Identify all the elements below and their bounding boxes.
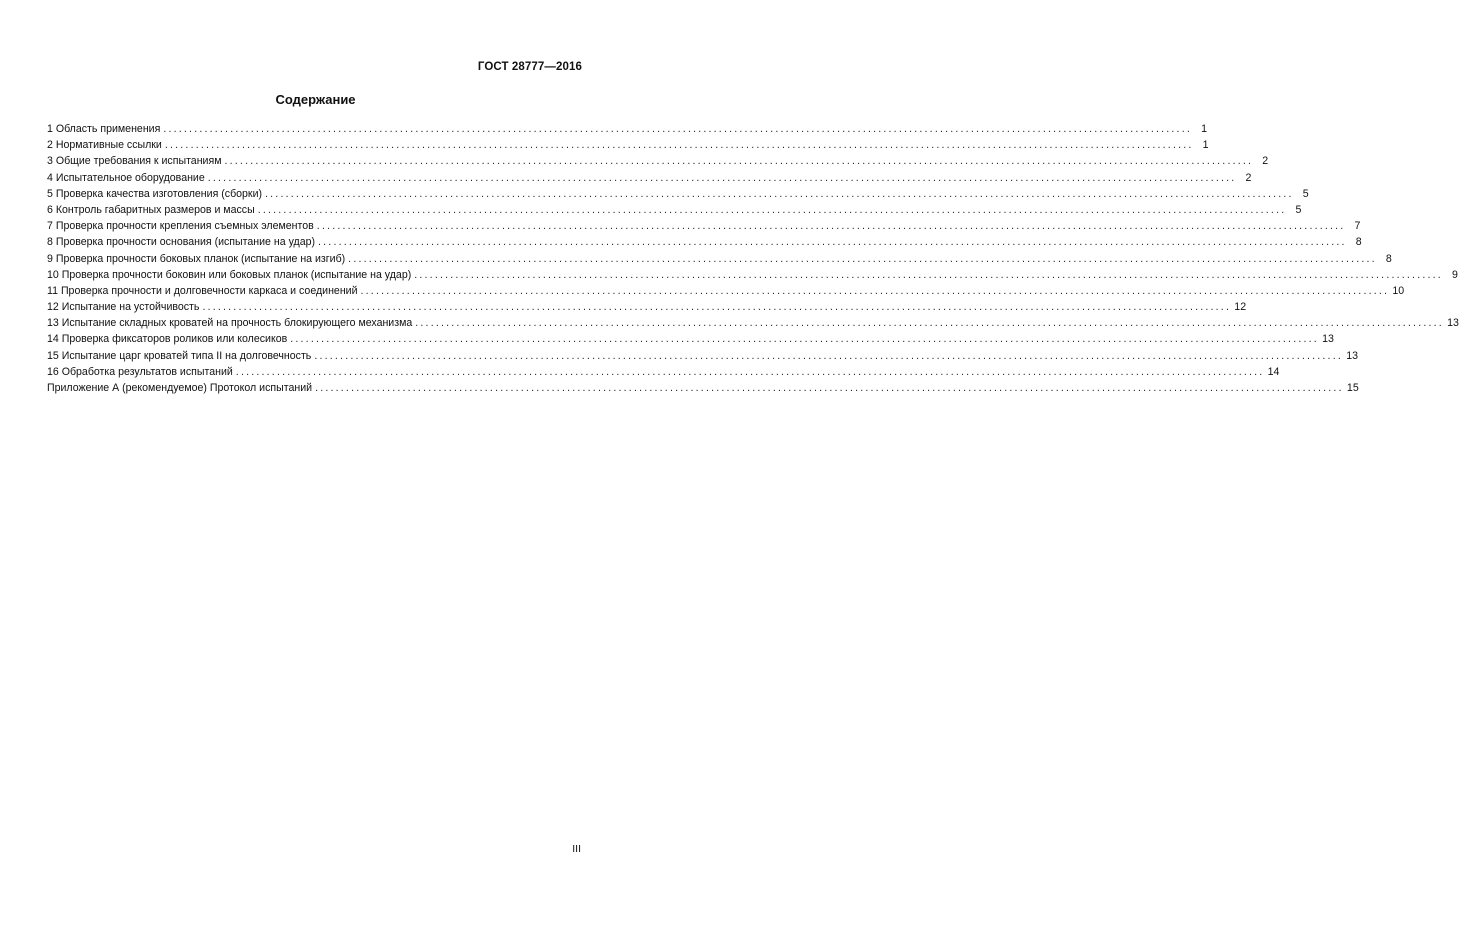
toc-leader-dots: ........................................................................................................................................................................................................ [415,317,1444,330]
document-code: ГОСТ 28777—2016 [477,61,582,73]
toc-item-page: 2 [1245,171,1252,184]
toc-leader-dots: ........................................................................................................................................................................................................ [414,268,1443,281]
page-number: III [572,843,581,855]
toc-item[interactable] [47,315,1459,331]
toc-item[interactable] [47,267,1458,283]
toc-item-label: 6 Контроль габаритных размеров и массы [47,203,255,216]
toc-item[interactable] [47,283,1405,299]
toc-item[interactable] [47,234,1362,250]
toc-item[interactable] [47,170,1252,186]
toc-item-page: 12 [1234,301,1247,314]
toc-item-page: 2 [1262,155,1269,168]
toc-leader-dots: ........................................................................................................................................................................................................ [163,123,1192,135]
toc-leader-dots: ........................................................................................................................................................................................................ [314,349,1343,362]
toc-item[interactable] [47,137,1209,153]
toc-item-label: 7 Проверка прочности крепления съемных элементов [47,220,314,233]
toc-leader-dots: ........................................................................................................................................................................................................ [164,139,1194,152]
toc-title: Содержание [275,92,356,107]
toc-item-page: 1 [1202,139,1209,152]
toc-list [47,121,1459,396]
toc-item-page: 14 [1267,365,1280,378]
toc-item-label: Приложение А (рекомендуемое) Протокол испытаний [47,382,313,394]
toc-item-page: 5 [1295,203,1302,216]
toc-item[interactable] [47,251,1392,267]
toc-item-page: 7 [1354,220,1361,233]
toc-item-label: 4 Испытательное оборудование [47,171,205,184]
toc-item[interactable] [47,364,1280,380]
toc-item[interactable] [47,218,1361,234]
toc-item[interactable] [47,348,1358,364]
toc-item[interactable] [47,299,1247,315]
toc-item[interactable] [47,121,1207,137]
toc-item-label: 12 Испытание на устойчивость [47,301,200,314]
toc-item-label: 8 Проверка прочности основания (испытание на удар) [47,236,316,249]
toc-item-label: 13 Испытание складных кроватей на прочность блокирующего механизма [47,317,413,330]
toc-leader-dots: ........................................................................................................................................................................................................ [224,155,1254,168]
toc-item[interactable] [47,153,1269,169]
toc-leader-dots: ........................................................................................................................................................................................................ [202,301,1232,314]
toc-item-label: 9 Проверка прочности боковых планок (испытание на изгиб) [47,252,346,265]
toc-leader-dots: ........................................................................................................................................................................................................ [235,365,1265,378]
toc-item-label: 16 Обработка результатов испытаний [47,365,233,378]
toc-item-page: 15 [1346,382,1359,394]
toc-item-page: 1 [1201,123,1207,135]
toc-item-label: 3 Общие требования к испытаниям [47,155,222,168]
toc-item-page: 10 [1392,284,1405,297]
toc-item[interactable] [47,202,1302,218]
toc-item-label: 15 Испытание царг кроватей типа II на долговечность [47,349,312,362]
toc-item-label: 2 Нормативные ссылки [47,139,162,152]
toc-item[interactable] [47,380,1359,396]
toc-leader-dots: ........................................................................................................................................................................................................ [265,187,1294,200]
toc-leader-dots: ........................................................................................................................................................................................................ [257,203,1287,216]
toc-item-page: 8 [1385,252,1392,265]
toc-item-label: 5 Проверка качества изготовления (сборки) [47,187,263,200]
toc-item-page: 8 [1355,236,1362,249]
toc-leader-dots: ........................................................................................................................................................................................................ [318,236,1347,249]
toc-leader-dots: ........................................................................................................................................................................................................ [348,252,1377,265]
toc-item-label: 14 Проверка фиксаторов роликов или колесиков [47,333,288,346]
toc-item-page: 5 [1302,187,1309,200]
toc-leader-dots: ........................................................................................................................................................................................................ [360,284,1390,297]
toc-item-page: 9 [1452,268,1458,281]
toc-item-label: 11 Проверка прочности и долговечности каркаса и соединений [47,284,358,297]
toc-item-label: 1 Область применения [47,123,161,135]
toc-item-page: 13 [1322,333,1334,346]
toc-item-page: 13 [1447,317,1459,330]
toc-item-page: 13 [1346,349,1358,362]
toc-leader-dots: ........................................................................................................................................................................................................ [207,171,1237,184]
toc-item-label: 10 Проверка прочности боковин или боковых планок (испытание на удар) [47,268,412,281]
toc-item[interactable] [47,331,1334,347]
toc-item[interactable] [47,186,1309,202]
toc-leader-dots: ........................................................................................................................................................................................................ [315,382,1344,394]
toc-leader-dots: ........................................................................................................................................................................................................ [316,220,1346,233]
toc-leader-dots: ........................................................................................................................................................................................................ [290,333,1319,346]
